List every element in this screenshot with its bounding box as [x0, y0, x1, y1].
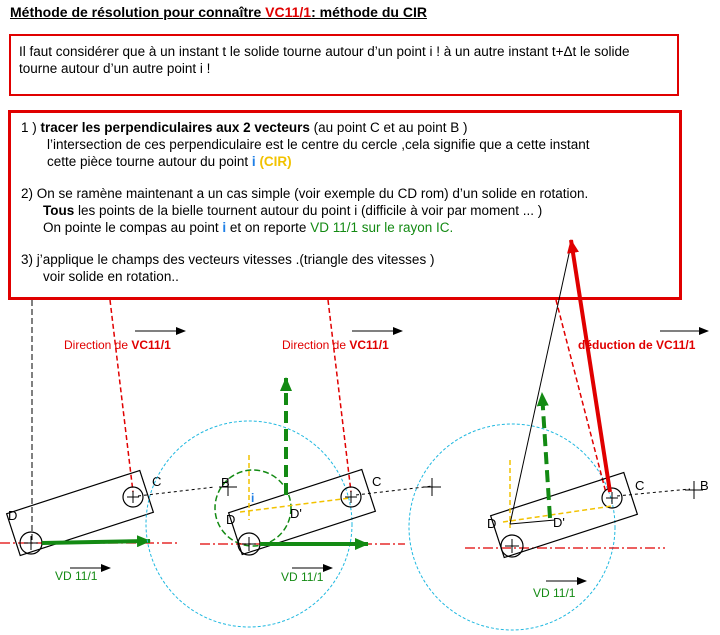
perpendicular-c-3 — [556, 300, 606, 493]
label-b-3: B — [700, 478, 709, 493]
connecting-rod-2 — [229, 469, 376, 554]
step-2-line-1: 2) On se ramène maintenant a un cas simple (voir exemple du CD rom) d’un solide en rotation. — [21, 186, 589, 201]
panel-2 — [146, 300, 441, 627]
label-c-3: C — [635, 478, 645, 493]
label-vd-2: VD 11/1 — [281, 570, 324, 584]
perpendicular-c-1 — [110, 300, 133, 492]
rotation-circle-3 — [409, 424, 615, 630]
step-2-line-2: Tous les points de la bielle tournent autour du point i (difficile à voir par moment ... ) — [43, 203, 543, 218]
perpendicular-c-2 — [328, 300, 351, 492]
triangle-side-3 — [510, 240, 572, 524]
label-b-2: B — [221, 475, 230, 490]
vector-vc-3 — [571, 240, 610, 492]
label-c-1: C — [152, 474, 162, 489]
panel-3 — [409, 240, 709, 630]
label-d-prime-2: D' — [290, 506, 302, 521]
label-i-2: i — [251, 491, 255, 505]
step-3-line-2: voir solide en rotation.. — [43, 269, 179, 284]
step-1-line-1: 1 ) tracer les perpendiculaires aux 2 vecteurs (au point C et au point B ) — [21, 120, 468, 135]
label-direction-1: Direction de VC11/1 — [64, 338, 171, 352]
step-1-line-2: l’intersection de ces perpendiculaire est le centre du cercle ,cela signifie que a cette instant — [47, 137, 590, 152]
step-1-line-3: cette pièce tourne autour du point i (CIR) — [47, 154, 292, 169]
label-d-prime-3: D' — [553, 515, 565, 530]
label-vd-1: VD 11/1 — [55, 569, 98, 583]
label-c-2: C — [372, 474, 382, 489]
vector-vd-1 — [42, 541, 150, 543]
label-d-3: D — [487, 516, 497, 531]
intro-text: Il faut considérer que à un instant t le solide tourne autour d’un point i ! à un autre instant t+Δt le solide tourne autour d’un autre point i ! — [19, 44, 630, 76]
label-d-2: D — [226, 512, 236, 527]
label-deduction-3: déduction de VC11/1 — [578, 338, 696, 352]
step-3-line-1: 3) j’applique le champs des vecteurs vitesses .(triangle des vitesses ) — [21, 252, 435, 267]
label-vd-3: VD 11/1 — [533, 586, 576, 600]
step-2-line-3: On pointe le compas au point i et on reporte VD 11/1 sur le rayon IC. — [43, 220, 454, 235]
label-direction-2: Direction de VC11/1 — [282, 338, 389, 352]
label-d-1: D — [8, 508, 18, 523]
rotation-circle-2 — [146, 421, 352, 627]
page-title: Méthode de résolution pour connaître VC11/1: méthode du CIR — [10, 4, 427, 20]
panel-1 — [0, 300, 215, 583]
